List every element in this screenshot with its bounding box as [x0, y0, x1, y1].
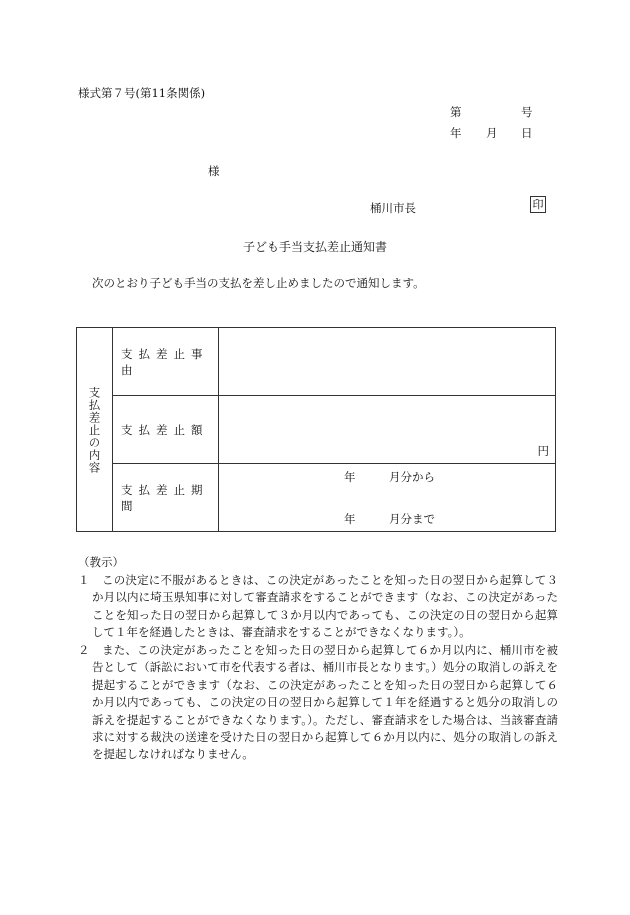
notice-item-number: １	[78, 573, 90, 587]
row-label-cell	[113, 328, 219, 396]
table-row	[77, 396, 556, 464]
number-label: 第	[450, 105, 462, 119]
detail-table	[76, 327, 556, 532]
period-value-cell	[219, 464, 556, 532]
table-row	[77, 328, 556, 396]
period-from-year: 年	[344, 470, 356, 484]
addressee-suffix: 様	[208, 164, 220, 178]
date-month-label: 月	[486, 126, 498, 140]
period-to-year: 年	[344, 512, 356, 526]
period-to-month: 月分まで	[389, 512, 435, 526]
reason-value-cell	[219, 328, 556, 396]
row-label-cell	[113, 464, 219, 532]
intro-text: 次のとおり子ども手当の支払を差し止めましたので通知します。	[92, 276, 425, 290]
notice-item-text: この決定に不服があるときは、この決定があったことを知った日の翌日から起算して３か月以内に埼玉県知事に対して審査請求をすることができます（なお、この決定があったことを知った日の翌日から起算して３か月以内であっても、この決定の日の翌日から起算して１年を経過したときは、審査請求をすることができなくなります。）。	[92, 573, 558, 640]
amount-value-cell	[219, 396, 556, 464]
row-label-reason: 支払差止事由	[121, 346, 209, 377]
table-row	[77, 464, 556, 532]
notice-item-text: また、この決定があったことを知った日の翌日から起算して６か月以内に、桶川市を被告として（訴訟において市を代表する者は、桶川市長となります。）処分の取消しの訴えを提起することができます（なお、この決定があったことを知った日の翌日から起算して６か月以内であっても、この決定の日の翌日から起算して１年を経過すると処分の取消しの訴えを提起することができなくなります。）。ただし、審査請求をした場合は、当該審査請求に対する裁決の送達を受けた日の翌日から起算して６か月以内に、処分の取消しの訴えを提起しなければなりません。	[92, 643, 558, 762]
group-header-cell	[77, 328, 113, 532]
form-number: 様式第７号(第11条関係)	[78, 86, 206, 100]
document-title: 子ども手当支払差止通知書	[242, 240, 387, 254]
notice-heading: （教示）	[78, 555, 124, 569]
go-label: 号	[521, 105, 533, 119]
group-header: 支払差止の内容	[87, 385, 102, 474]
row-label-cell	[113, 396, 219, 464]
row-label-amount: 支払差止額	[121, 422, 209, 437]
issuer-name: 桶川市長	[370, 201, 416, 215]
row-label-period: 支払差止期間	[121, 482, 209, 513]
yen-unit: 円	[537, 444, 549, 458]
seal-icon: 印	[530, 196, 546, 213]
date-year-label: 年	[450, 126, 462, 140]
notice-item-number: ２	[78, 643, 90, 657]
date-day-label: 日	[521, 126, 533, 140]
period-from-month: 月分から	[389, 470, 435, 484]
